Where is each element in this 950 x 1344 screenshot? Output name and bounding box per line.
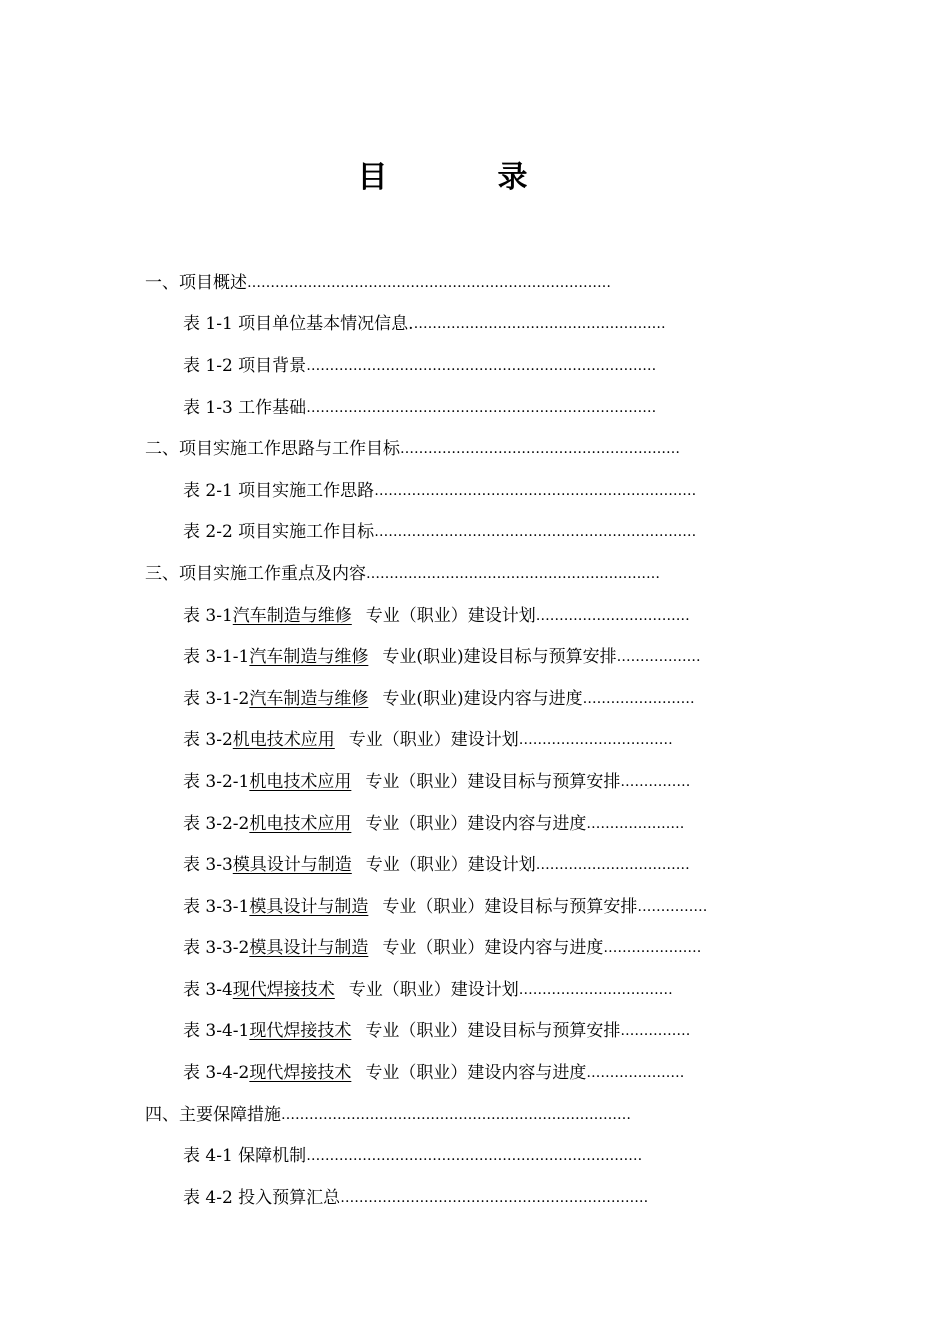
toc-entry[interactable] [145,345,785,387]
toc-entry-suffix: 专业（职业）建设内容与进度 [365,1063,587,1084]
toc-entry-label: 一、项目概述 [145,272,247,293]
toc-dot-leader: …………………… [582,690,695,707]
toc-entry-text [183,355,306,377]
toc-entry-major-name: 机电技术应用 [249,813,352,834]
toc-entry[interactable] [145,428,785,470]
toc-entry-text [145,272,247,294]
toc-entry-suffix: 专业（职业）建设内容与进度 [365,813,587,834]
toc-entry-suffix: 专业（职业）建设计划 [365,855,536,876]
toc-entry-major-name: 模具设计与制造 [249,938,369,959]
toc-entry-label: 表 3-3 [183,855,233,876]
toc-dot-leader: ………………………………………………………………… [281,1106,631,1123]
toc-dot-leader: ……………………………………………… [413,316,666,333]
toc-entry-text [183,729,519,751]
toc-entry-label: 表 4-1 保障机制 [183,1146,307,1167]
toc-entry-label: 表 4-2 投入预算汇总 [183,1187,341,1208]
toc-entry[interactable] [145,387,785,429]
toc-entry-text [183,1020,620,1042]
toc-entry[interactable] [145,470,785,512]
toc-entry-text [183,521,374,543]
toc-dot-leader: …………………………………………………………… [374,482,697,499]
toc-entry-label: 表 1-1 项目单位基本情况信息. [183,314,414,335]
toc-dot-leader: ………………………………………………………………… [306,357,657,374]
toc-entry-major-name: 现代焊接技术 [249,1063,352,1084]
toc-dot-leader: …………………………………………………… [400,441,680,458]
toc-entry-suffix: 专业(职业)建设内容与进度 [382,688,583,709]
toc-entry-label: 表 3-2-2 [183,813,250,834]
toc-entry-text [145,563,366,585]
toc-entry-label: 表 3-2 [183,730,233,751]
toc-dot-leader: ………………………………………………………… [340,1189,649,1206]
toc-entry-major-name: 汽车制造与维修 [249,688,369,709]
toc-entry[interactable] [145,1177,785,1219]
toc-entry-label: 表 1-3 工作基础 [183,397,307,418]
toc-entry[interactable] [145,512,785,554]
toc-entry-label: 表 3-4 [183,979,233,1000]
toc-entry-text [183,646,617,668]
toc-dot-leader: …………… [637,898,708,915]
toc-entry-label: 表 1-2 项目背景 [183,355,307,376]
toc-entry[interactable] [145,844,785,886]
toc-entry[interactable] [145,1052,785,1094]
toc-entry[interactable] [145,969,785,1011]
toc-entry-label: 表 3-3-2 [183,938,250,959]
toc-entry-text [183,937,603,959]
toc-dot-leader: …………………………… [518,732,673,749]
toc-entry[interactable] [145,1094,785,1136]
toc-entry-text [183,1187,340,1209]
toc-entry-label: 表 3-4-1 [183,1021,250,1042]
toc-entry[interactable] [145,553,785,595]
toc-entry-text [183,605,536,627]
toc-entry-text [183,1145,306,1167]
toc-dot-leader: ……………………………………………………………… [306,1148,643,1165]
toc-entry-label: 表 3-1-1 [183,647,250,668]
toc-entry-suffix: 专业（职业）建设目标与预算安排 [382,896,638,917]
toc-entry-label: 表 3-1-2 [183,688,250,709]
toc-entry-suffix: 专业(职业)建设目标与预算安排 [382,647,617,668]
toc-entry-label: 表 2-1 项目实施工作思路 [183,480,375,501]
toc-entry-text [183,480,374,502]
toc-entry[interactable] [145,636,785,678]
toc-dot-leader: …………………………… [518,981,673,998]
toc-entry-text [183,979,519,1001]
page-title: 目 录 [357,160,568,195]
toc-dot-leader: ……………… [616,649,701,666]
toc-entry-suffix: 专业（职业）建设目标与预算安排 [365,771,621,792]
toc-entry-text [145,1104,281,1126]
toc-entry-suffix: 专业（职业）建设目标与预算安排 [365,1021,621,1042]
toc-entry-major-name: 模具设计与制造 [249,896,369,917]
toc-entry-text [183,813,586,835]
toc-entry-suffix: 专业（职业）建设计划 [365,605,536,626]
toc-dot-leader: …………………………… [535,857,690,874]
toc-dot-leader: …………………………………………………………… [374,524,697,541]
toc-dot-leader: …………………………… [535,607,690,624]
toc-entry[interactable] [145,886,785,928]
toc-dot-leader: ……………………………………………………… [366,565,660,582]
toc-dot-leader: …………… [620,773,691,790]
toc-entry-text [183,1062,586,1084]
toc-entry-major-name: 模具设计与制造 [232,855,352,876]
toc-entry-suffix: 专业（职业）建设内容与进度 [382,938,604,959]
toc-dot-leader: ………………… [586,815,685,832]
toc-entry[interactable] [145,761,785,803]
toc-entry-suffix: 专业（职业）建设计划 [348,979,519,1000]
toc-entry-label: 二、项目实施工作思路与工作目标 [145,439,400,460]
toc-entry-text [183,896,637,918]
toc-entry-major-name: 机电技术应用 [232,730,335,751]
toc-entry-suffix: 专业（职业）建设计划 [348,730,519,751]
toc-entry-text [145,438,400,460]
toc-entry-label: 表 3-1 [183,605,233,626]
toc-entry-label: 三、项目实施工作重点及内容 [145,563,366,584]
toc-dot-leader: ………………… [603,940,702,957]
toc-entry-major-name: 现代焊接技术 [232,979,335,1000]
toc-entry-major-name: 汽车制造与维修 [249,647,369,668]
toc-entry-major-name: 汽车制造与维修 [232,605,352,626]
toc-dot-leader: …………… [620,1023,691,1040]
toc-entry[interactable] [145,1011,785,1053]
toc-entry-text [183,397,306,419]
toc-entry[interactable] [145,262,785,304]
toc-entry-label: 四、主要保障措施 [145,1104,281,1125]
toc-entry[interactable] [145,304,785,346]
toc-entry[interactable] [145,595,785,637]
toc-entry-text [183,854,536,876]
toc-entry-text [183,313,414,335]
toc-dot-leader: ………………………………………………………………… [306,399,657,416]
table-of-contents [145,262,785,1219]
toc-entry-label: 表 3-4-2 [183,1063,250,1084]
toc-entry[interactable] [145,720,785,762]
toc-entry-label: 表 2-2 项目实施工作目标 [183,522,375,543]
toc-entry[interactable] [145,678,785,720]
toc-entry-major-name: 现代焊接技术 [249,1021,352,1042]
toc-entry-label: 表 3-2-1 [183,771,250,792]
toc-entry[interactable] [145,1135,785,1177]
toc-entry-text [183,688,583,710]
toc-entry-major-name: 机电技术应用 [249,771,352,792]
toc-entry[interactable] [145,928,785,970]
toc-dot-leader: …………………………………………………………………… [247,274,611,291]
toc-entry-label: 表 3-3-1 [183,896,250,917]
toc-dot-leader: ………………… [586,1065,685,1082]
toc-entry-text [183,771,620,793]
toc-entry[interactable] [145,803,785,845]
